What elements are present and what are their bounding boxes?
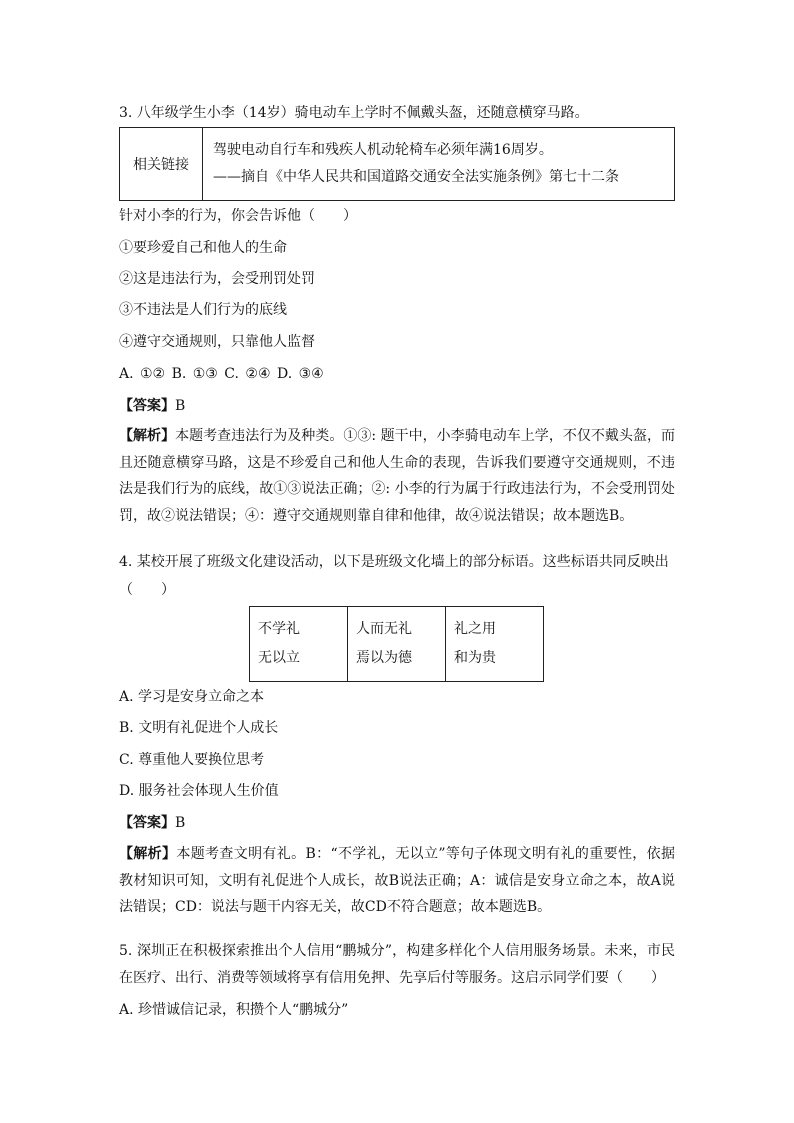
slogan-line: 无以立 bbox=[258, 650, 300, 666]
q4-option-b: B. 文明有礼促进个人成长 bbox=[119, 720, 279, 736]
answer-value: B bbox=[175, 815, 186, 831]
q4-answer bbox=[119, 813, 185, 833]
q3-option-3: ③不违法是人们行为的底线 bbox=[119, 302, 287, 318]
answer-label: 【答案】 bbox=[119, 815, 175, 831]
slogan-table bbox=[249, 606, 544, 682]
q4-option-c: C. 尊重他人要换位思考 bbox=[119, 752, 265, 768]
q3-option-1: ①要珍爱自己和他人的生命 bbox=[119, 240, 287, 256]
related-link-content bbox=[203, 128, 675, 201]
analysis-label: 【解析】 bbox=[119, 846, 177, 862]
answer-value: B bbox=[175, 398, 186, 414]
q4-option-d: D. 服务社会体现人生价值 bbox=[119, 783, 279, 799]
q3-stem: 3. 八年级学生小李（14岁）骑电动车上学时不佩戴头盔，还随意横穿马路。 bbox=[119, 105, 589, 121]
analysis-label: 【解析】 bbox=[119, 428, 176, 444]
q3-answer bbox=[119, 396, 185, 416]
q3-option-2: ②这是违法行为，会受刑罚处罚 bbox=[119, 271, 315, 287]
q5-option-a: A. 珍惜诚信记录，积攒个人“鹏城分” bbox=[119, 1002, 349, 1018]
q3-question: 针对小李的行为，你会告诉他（ ） bbox=[119, 208, 357, 224]
related-link-line-1: 驾驶电动自行车和残疾人机动轮椅车必须年满16周岁。 bbox=[213, 142, 553, 158]
slogan-cell bbox=[250, 607, 348, 682]
q5-stem: 5. 深圳正在积极探索推出个人信用“鹏城分”，构建多样化个人信用服务场景。未来，市民在医疗、出行、消费等领域将享有信用免押、先享后付等服务。这启示同学们要（ ） bbox=[119, 943, 675, 986]
slogan-line: 礼之用 bbox=[454, 621, 496, 637]
q3-analysis bbox=[119, 423, 675, 529]
q4-analysis bbox=[119, 841, 675, 921]
related-link-table bbox=[119, 127, 675, 201]
slogan-line: 焉以为德 bbox=[356, 650, 412, 666]
slogan-cell bbox=[348, 607, 446, 682]
answer-label: 【答案】 bbox=[119, 398, 175, 414]
slogan-cell bbox=[446, 607, 544, 682]
related-link-label: 相关链接 bbox=[120, 128, 203, 201]
analysis-text: 本题考查文明有礼。B：“不学礼，无以立”等句子体现文明有礼的重要性，依据教材知识可知，文明有礼促进个人成长，故B说法正确；A：诚信是安身立命之本，故A说法错误；CD：说法与题干内容无关，故CD不符合题意；故本题选B。 bbox=[119, 846, 675, 915]
q4-option-a: A. 学习是安身立命之本 bbox=[119, 689, 265, 705]
slogan-line: 人而无礼 bbox=[356, 621, 412, 637]
slogan-line: 不学礼 bbox=[258, 621, 300, 637]
q3-choices: A. ①② B. ①③ C. ②④ D. ③④ bbox=[119, 366, 324, 382]
related-link-line-2: ——摘自《中华人民共和国道路交通安全法实施条例》第七十二条 bbox=[213, 169, 619, 185]
q3-option-4: ④遵守交通规则，只靠他人监督 bbox=[119, 334, 315, 350]
q4-stem-line-2: （ ） bbox=[119, 582, 175, 598]
q4-stem-line-1: 4. 某校开展了班级文化建设活动，以下是班级文化墙上的部分标语。这些标语共同反映出 bbox=[119, 554, 669, 570]
analysis-text: 本题考查违法行为及种类。①③: 题干中，小李骑电动车上学，不仅不戴头盔，而且还随意横穿马路，这是不珍爱自己和他人生命的表现，告诉我们要遵守交通规则，不违法是我们行为的底线，故①③说法正确；②: 小李的行为属于行政违法行为，不会受刑罚处罚，故②说法错误；④：遵守交通规则靠自律和他律，故④说法错误；故本题选B。 bbox=[119, 428, 676, 524]
slogan-line: 和为贵 bbox=[454, 650, 496, 666]
